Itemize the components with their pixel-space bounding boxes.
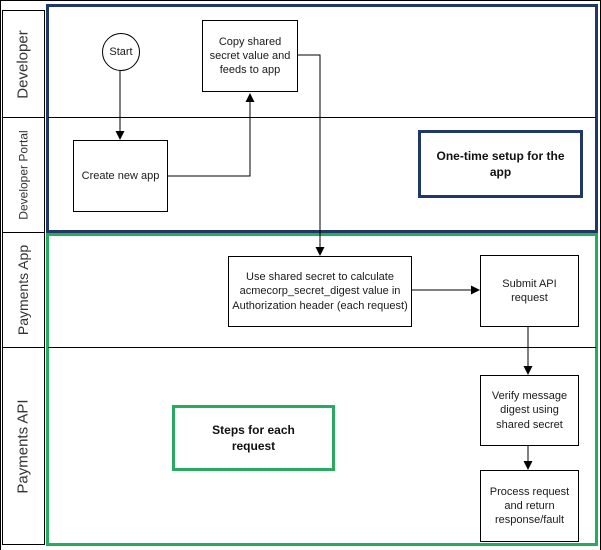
one-time-setup-callout <box>418 130 583 198</box>
use-shared-secret-label: Use shared secret to calculate acmecorp_secret_digest value in Authorization header (each request) <box>232 271 408 312</box>
lane-label-developer-portal <box>2 117 45 233</box>
copy-shared-secret-label: Copy shared secret value and feeds to app <box>209 35 291 77</box>
one-time-setup-callout-label: One-time setup for the app <box>436 148 565 179</box>
process-request-node <box>480 470 579 542</box>
lane-label-payments-api <box>2 347 45 545</box>
submit-api-request-node <box>480 255 579 327</box>
lane-label-payments-app <box>2 232 45 348</box>
lane-label-developer-text: Developer <box>15 29 32 99</box>
lane-label-payments-app-text: Payments App <box>15 244 32 336</box>
lane-label-payments-api-text: Payments API <box>15 398 32 494</box>
lane-label-developer <box>2 10 45 118</box>
outer-frame-left <box>0 0 1 550</box>
steps-each-request-callout-label: Steps for each request <box>212 422 295 453</box>
process-request-label: Process request and return response/fault <box>489 485 570 527</box>
lane-label-developer-portal-text: Developer Portal <box>16 130 31 220</box>
outer-frame-top <box>0 0 601 1</box>
copy-shared-secret-node <box>202 20 298 92</box>
lane-divider-app-api <box>48 347 596 348</box>
start-node <box>102 33 140 71</box>
lane-divider-developer-portal <box>48 117 596 118</box>
steps-each-request-callout <box>172 405 335 471</box>
create-new-app-node <box>73 140 168 212</box>
submit-api-request-label: Submit API request <box>502 277 557 304</box>
start-node-label: Start <box>109 45 133 58</box>
create-new-app-label: Create new app <box>81 169 160 182</box>
verify-message-digest-node <box>480 375 579 446</box>
use-shared-secret-node <box>228 256 412 327</box>
verify-message-digest-label: Verify message digest using shared secret <box>491 390 568 431</box>
